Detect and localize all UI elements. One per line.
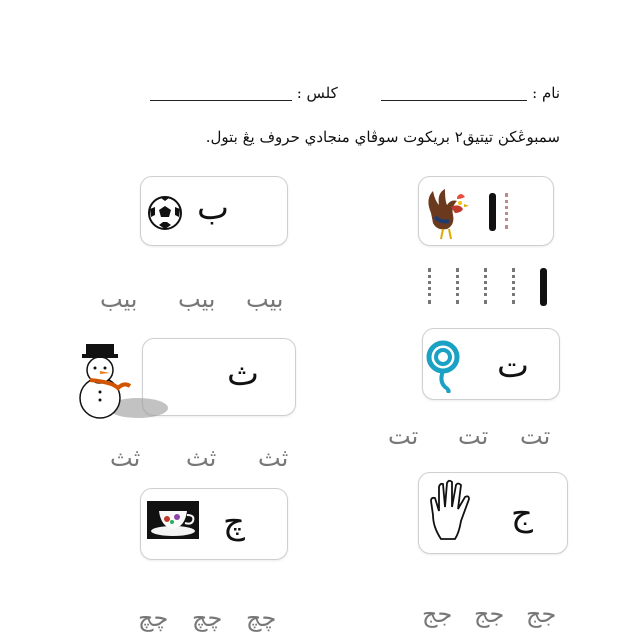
alif-trace-1[interactable] bbox=[428, 268, 434, 304]
alif-sample bbox=[540, 268, 547, 306]
tha-trace-3[interactable]: ﺛﺚ bbox=[258, 444, 289, 472]
hand-icon bbox=[427, 479, 475, 541]
card-ta bbox=[422, 328, 560, 400]
alif-trace-3[interactable] bbox=[484, 268, 490, 304]
ta-letter: ت bbox=[497, 346, 530, 386]
cha-trace-3[interactable]: ﭼﭻ bbox=[246, 604, 277, 632]
ba-letter: ب bbox=[197, 188, 230, 228]
ba-trace-1[interactable]: ﺑﯿﺐ bbox=[100, 285, 138, 313]
alif-trace-2[interactable] bbox=[456, 268, 462, 304]
card-alif bbox=[418, 176, 554, 246]
name-field[interactable] bbox=[381, 88, 527, 101]
rooster-icon bbox=[421, 183, 471, 239]
teacup-icon bbox=[147, 501, 199, 539]
tha-trace-2[interactable]: ﺛﺚ bbox=[186, 444, 217, 472]
class-label: کلس : bbox=[296, 84, 338, 102]
ta-trace-1[interactable]: ﺗﺖ bbox=[388, 422, 419, 450]
ba-trace-2[interactable]: ﺑﯿﺐ bbox=[178, 285, 216, 313]
alif-trace-4[interactable] bbox=[512, 268, 518, 304]
class-field[interactable] bbox=[150, 88, 292, 101]
alif-letter bbox=[489, 193, 496, 231]
ta-trace-3[interactable]: ﺗﺖ bbox=[520, 422, 551, 450]
alif-trace-example bbox=[505, 193, 511, 229]
ta-trace-2[interactable]: ﺗﺖ bbox=[458, 422, 489, 450]
soccer-ball-icon bbox=[147, 195, 183, 231]
cha-trace-2[interactable]: ﭼﭻ bbox=[192, 604, 223, 632]
name-label: نام : bbox=[532, 84, 560, 102]
card-jim bbox=[418, 472, 568, 554]
tha-trace-1[interactable]: ﺛﺚ bbox=[110, 444, 141, 472]
cha-trace-1[interactable]: ﭼﭻ bbox=[138, 604, 169, 632]
tha-letter: ث bbox=[227, 354, 260, 394]
ba-trace-3[interactable]: ﺑﯿﺐ bbox=[246, 285, 284, 313]
card-ba bbox=[140, 176, 288, 246]
cha-letter: چ bbox=[223, 502, 245, 542]
jim-trace-1[interactable]: ﺟﺞ bbox=[422, 600, 453, 628]
snowman-icon bbox=[68, 342, 168, 422]
jim-trace-3[interactable]: ﺟﺞ bbox=[526, 600, 557, 628]
jim-trace-2[interactable]: ﺟﺞ bbox=[474, 600, 505, 628]
instruction-text: سمبوڠكن تيتيق٢ بريكوت سوڤاي منجادي حروف يڠ بتول. bbox=[205, 128, 560, 146]
jim-letter: ج bbox=[511, 494, 533, 534]
header-row bbox=[150, 84, 560, 102]
rope-coil-icon bbox=[425, 337, 463, 393]
card-cha bbox=[140, 488, 288, 560]
